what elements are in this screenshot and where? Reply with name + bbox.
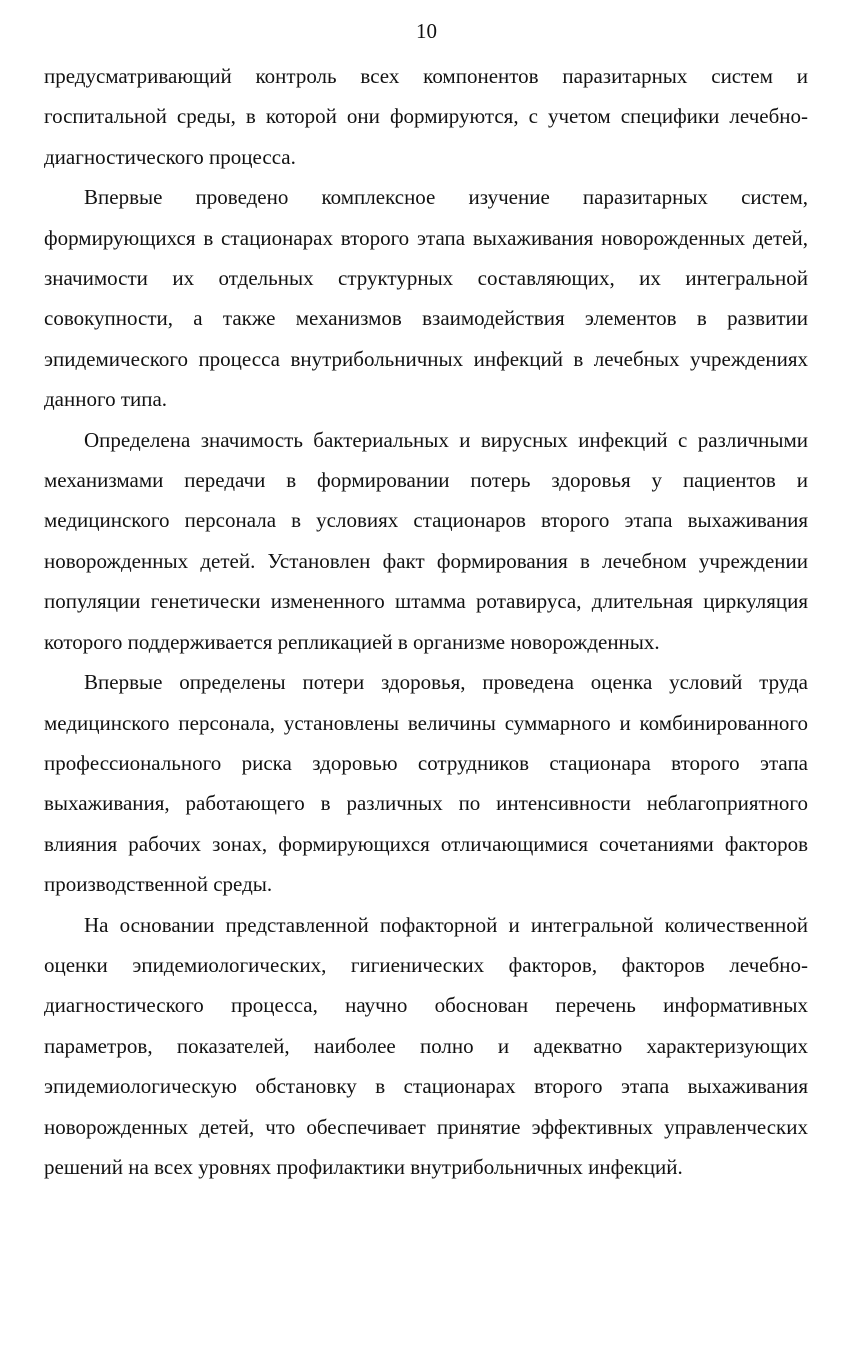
paragraph-assessment-basis: На основании представленной пофакторной и интегральной количественной оценки эпидемиологических, гигиенических факторов, факторов лечебно-диагностического процесса, научно обоснован перечень информативных параметров, показателей, наиболее полно и адекватно характеризующих эпидемиологическую обстановку в стационарах второго этапа выхаживания новорожденных детей, что обеспечивает принятие эффективных управленческих решений на всех уровнях профилактики внутрибольничных инфекций. — [44, 912, 808, 1179]
paragraph-infection-significance: Определена значимость бактериальных и вирусных инфекций с различными механизмами передачи в формировании потерь здоровья у пациентов и медицинского персонала в условиях стационаров второго этапа выхаживания новорожденных детей. Установлен факт формирования в лечебном учреждении популяции генетически измененного штамма ротавируса, длительная циркуляция которого поддерживается репликацией в организме новорожденных. — [44, 427, 808, 654]
document-body — [44, 56, 808, 1187]
paragraph-health-losses: Впервые определены потери здоровья, проведена оценка условий труда медицинского персонала, установлены величины суммарного и комбинированного профессионального риска здоровью сотрудников стационара второго этапа выхаживания, работающего в различных по интенсивности неблагоприятного влияния рабочих зонах, формирующихся отличающимися сочетаниями факторов производственной среды. — [44, 670, 808, 897]
page-number: 10 — [416, 19, 437, 43]
paragraph-continuation: предусматривающий контроль всех компонентов паразитарных систем и госпитальной среды, в которой они формируются, с учетом специфики лечебно-диагностического процесса. — [44, 64, 808, 169]
paragraph-study-parasitic-systems: Впервые проведено комплексное изучение паразитарных систем, формирующихся в стационарах второго этапа выхаживания новорожденных детей, значимости их отдельных структурных составляющих, их интегральной совокупности, а также механизмов взаимодействия элементов в развитии эпидемического процесса внутрибольничных инфекций в лечебных учреждениях данного типа. — [44, 185, 808, 412]
